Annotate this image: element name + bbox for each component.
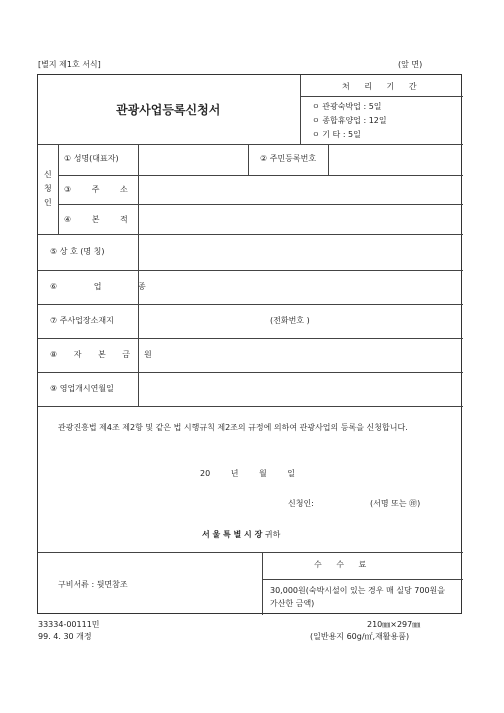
location-label: ⑦ 주사업장소재지 — [50, 316, 114, 325]
applicant-group-label: 청 — [44, 184, 52, 193]
name-field[interactable] — [139, 145, 247, 174]
domicile-label: ④ 본 적 — [64, 215, 128, 224]
business-name-field[interactable] — [139, 235, 462, 269]
required-documents: 구비서류 : 뒷면참조 — [58, 580, 128, 589]
resident-number-field[interactable] — [329, 145, 462, 174]
recipient-suffix: 귀하 — [264, 530, 281, 539]
divider — [38, 552, 463, 553]
fee-label: 수 수 료 — [314, 560, 373, 569]
applicant-group-label: 신 — [44, 170, 52, 179]
capital-label: ⑧ 자 본 금 — [50, 350, 130, 359]
divider — [248, 144, 249, 175]
business-type-label: ⑥ 업 종 — [50, 282, 146, 291]
divider — [300, 96, 463, 97]
recipient-name: 서 울 특 별 시 장 — [202, 530, 263, 539]
capital-field[interactable] — [139, 339, 462, 371]
application-form — [37, 74, 462, 614]
divider — [38, 406, 463, 407]
form-number: [별지 제1호 서식] — [38, 60, 101, 69]
phone-label: (전화번호 ) — [270, 316, 310, 325]
paper-spec: (일반용지 60g/㎡,재활용품) — [310, 632, 410, 641]
start-date-label: ⑨ 영업개시연월일 — [50, 384, 114, 393]
divider — [300, 75, 301, 144]
revision-date: 99. 4. 30 개정 — [38, 632, 92, 641]
processing-item: ㅇ 종합휴양업 : 12일 — [312, 116, 387, 125]
page-side-label: (앞 면) — [398, 60, 423, 69]
business-name-label: ⑤ 상 호 (명 칭) — [50, 247, 105, 256]
resident-number-label: ② 주민등록번호 — [260, 154, 317, 163]
recipient — [202, 530, 280, 540]
fee-text: 30,000원(숙박시설이 있는 경우 매 실당 700원을 가산한 금액) — [270, 586, 446, 608]
form-title: 관광사업등록신청서 — [116, 103, 221, 117]
capital-unit: 원 — [144, 350, 152, 359]
processing-item: ㅇ 관광숙박업 : 5일 — [312, 102, 382, 111]
sign-or-seal: (서명 또는 ㊞) — [370, 499, 421, 508]
applicant-signature-field[interactable] — [320, 495, 368, 511]
divider — [262, 552, 263, 615]
applicant-group-label: 인 — [44, 198, 52, 207]
form-code: 33334-00111민 — [38, 620, 100, 629]
application-date: 20 년 월 일 — [200, 469, 295, 478]
declaration-text: 관광진흥법 제4조 제2항 및 같은 법 시행규칙 제2조의 규정에 의하여 관광사업의 등록을 신청합니다. — [58, 423, 408, 432]
processing-period-label: 처 리 기 간 — [342, 82, 423, 91]
address-field[interactable] — [139, 176, 462, 203]
divider — [58, 144, 59, 234]
domicile-field[interactable] — [139, 205, 462, 233]
business-type-field[interactable] — [139, 271, 462, 303]
processing-item: ㅇ 기 타 : 5일 — [312, 130, 361, 139]
start-date-field[interactable] — [139, 373, 462, 405]
divider — [262, 579, 463, 580]
applicant-signature-label: 신청인: — [288, 499, 314, 508]
address-label: ③ 주 소 — [64, 185, 128, 194]
name-label: ① 성명(대표자) — [64, 154, 119, 163]
paper-size: 210㎜×297㎜ — [367, 620, 421, 629]
